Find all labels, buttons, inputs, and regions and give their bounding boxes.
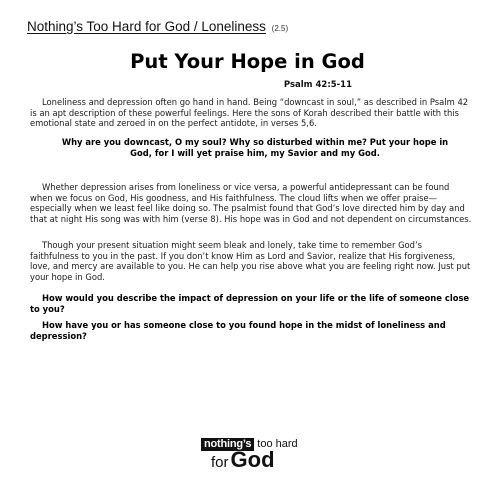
logo-bottom-line: [211, 449, 275, 474]
paragraph-2: [30, 182, 472, 224]
logo-god-text: God: [230, 447, 275, 472]
discussion-question-2: How have you or has someone close to you found hope in the midst of loneliness and depression?: [30, 320, 446, 341]
header-title: Nothing’s Too Hard for God / Loneliness: [27, 19, 266, 34]
quote-line: Why are you downcast, O my soul? Why so disturbed within me? Put your hope in: [61, 137, 449, 147]
paragraph-text: Whether depression arises from loneliness or vice versa, a powerful antidepressant can be found when we focus on God, His goodness, and His faithfulness. The cloud lifts when we offer praise—especially when we least feel like doing so. The psalmist found that God’s love directed him by day and that at night His song was with him (verse 8). His hope was in God and not dependent on circumstances.: [30, 182, 472, 224]
page-header: [27, 19, 288, 34]
header-number: (2.5): [271, 24, 289, 33]
logo-rest-text: too hard: [257, 438, 298, 450]
quote-line: God, for I will yet praise him, my Savior and my God.: [130, 147, 380, 158]
logo-for-text: for: [211, 454, 229, 471]
paragraph-1: [30, 97, 472, 129]
scripture-quote: [42, 137, 468, 159]
paragraph-text: Loneliness and depression often go hand in hand. Being “downcast in soul,” as described in Psalm 42 is an apt description of these powerful feelings. Here the sons of Korah described their battle with this emotional state and zeroed in on the perfect antidote, in verses 5,6.: [30, 97, 469, 129]
paragraph-3: [30, 240, 472, 282]
logo-boxed-text: nothing’s: [201, 438, 254, 451]
discussion-question-1: How would you describe the impact of depression on your life or the life of someone close to you?: [30, 293, 470, 314]
brand-logo: [201, 438, 298, 472]
paragraph-text: Though your present situation might seem bleak and lonely, take time to remember God’s faithfulness to you in the past. If you don’t know Him as Lord and Savior, realize that His forgiveness, love, and mercy are available to you. He can help you rise above what you are feeling right now. Just put your hope in God.: [30, 240, 471, 282]
article-title: Put Your Hope in God: [130, 50, 365, 73]
scripture-reference: Psalm 42:5-11: [283, 80, 352, 90]
